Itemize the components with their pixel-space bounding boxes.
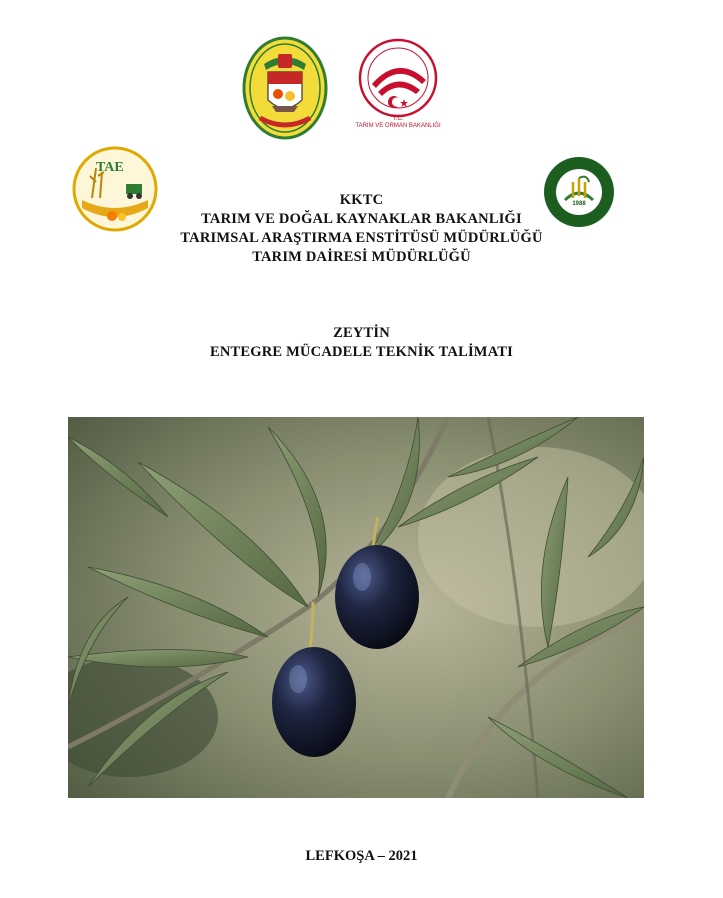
title-line-zeytin: ZEYTİN xyxy=(333,325,390,341)
tarim-dairesi-year: 1988 xyxy=(572,201,586,207)
document-title xyxy=(0,324,723,362)
title-line-main: ENTEGRE MÜCADELE TEKNİK TALİMATI xyxy=(209,344,514,360)
tc-caption-top: T.C. xyxy=(392,116,404,122)
place-date: LEFKOŞA – 2021 xyxy=(305,848,418,864)
tc-ministry-emblem-icon xyxy=(342,36,454,132)
kktc-ministry-emblem-icon xyxy=(242,36,328,140)
header-line-institute: TARIMSAL ARAŞTIRMA ENSTİTÜSÜ MÜDÜRLÜĞÜ xyxy=(180,230,543,246)
header-line-directorate: TARIM DAİRESİ MÜDÜRLÜĞÜ xyxy=(252,249,471,265)
olive-branch-photo-icon xyxy=(68,417,644,798)
header-line-ministry: TARIM VE DOĞAL KAYNAKLAR BAKANLIĞI xyxy=(201,211,522,227)
tc-ministry-caption: TARIM VE ORMAN BAKANLIĞI xyxy=(355,123,441,129)
header-line-kktc: KKTC xyxy=(339,192,384,208)
institution-header xyxy=(0,191,723,267)
tae-logo-text: TAE xyxy=(96,160,124,175)
